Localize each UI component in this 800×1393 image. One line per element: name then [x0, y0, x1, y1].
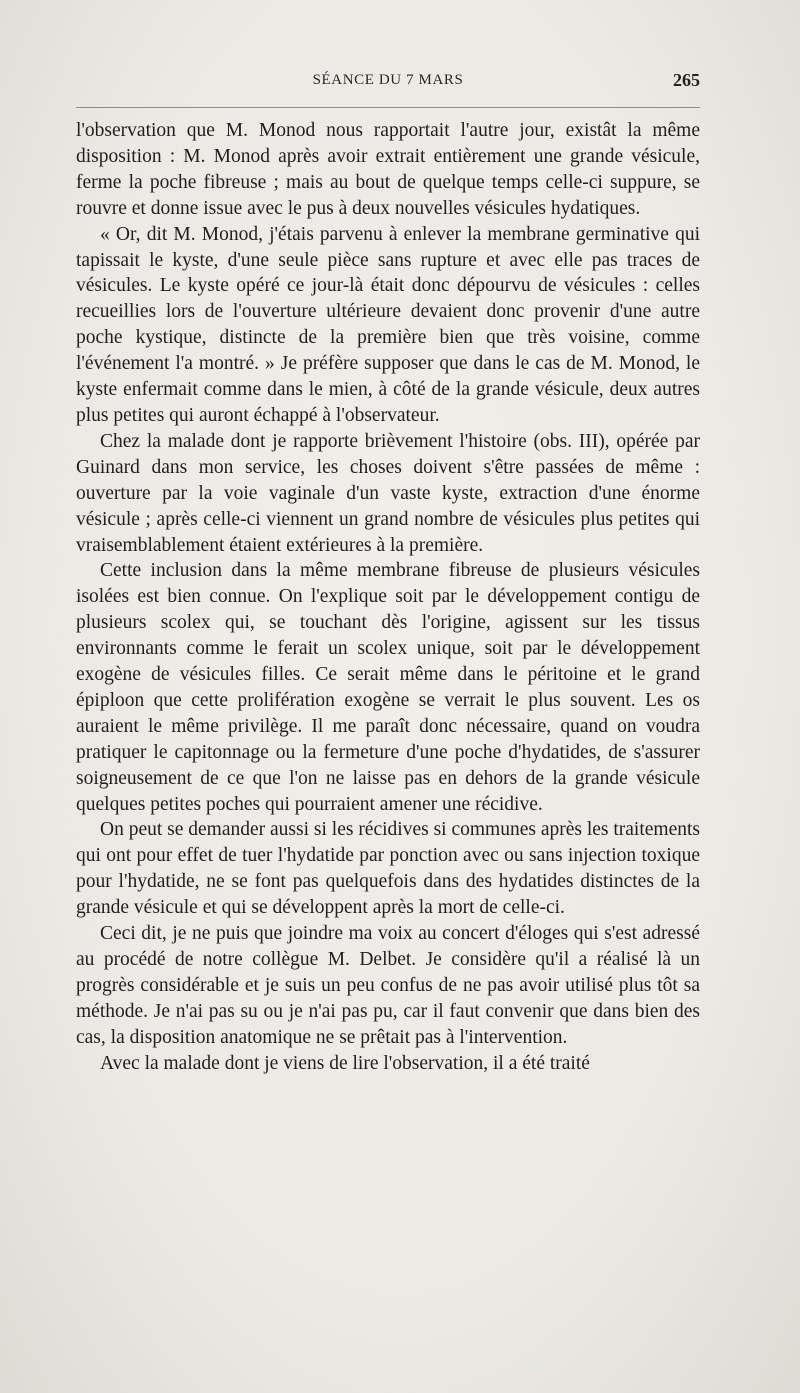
- running-header: [76, 70, 700, 100]
- paragraph: Avec la malade dont je viens de lire l'observation, il a été traité: [100, 1052, 590, 1074]
- page-number: 265: [673, 70, 700, 90]
- paragraph: On peut se demander aussi si les récidives si communes après les traitements qui ont pour effet de tuer l'hydatide par ponction avec ou sans injection toxique pour l'hydatide, ne se font pas quelquefois dans des hydatides distinctes de la grande vésicule et qui se développent après la mort de celle-ci.: [76, 819, 701, 919]
- paragraph: l'observation que M. Monod nous rapportait l'autre jour, existât la même disposition : M. Monod après avoir extrait entièrement une grande vésicule, ferme la poche fibreuse ; mais au bout de quelque temps celle-ci suppure, se rouvre et donne issue avec le pus à deux nouvelles vésicules hydatiques.: [76, 120, 700, 219]
- paragraph: « Or, dit M. Monod, j'étais parvenu à enlever la membrane germinative qui tapissait le kyste, d'une seule pièce sans rupture et avec elle pas traces de vésicules. Le kyste opéré ce jour-là était donc dépourvu de vésicules : celles recueillies lors de l'ouverture ultérieure devaient donc provenir d'une autre poche kystique, distincte de la première bien que très voisine, comme l'événement l'a montré. » Je préfère supposer que dans le cas de M. Monod, le kyste enfermait comme dans le mien, à côté de la grande vésicule, deux autres plus petites qui auront échappé à l'observateur.: [76, 223, 700, 426]
- paragraph: Chez la malade dont je rapporte brièvement l'histoire (obs. III), opérée par Guinard dans mon service, les choses doivent s'être passées de même : ouverture par la voie vaginale d'un vaste kyste, extraction d'une énorme vésicule ; après celle-ci viennent un grand nombre de vésicules plus petites qui vraisemblablement étaient extérieures à la première.: [76, 430, 700, 556]
- paragraph: Cette inclusion dans la même membrane fibreuse de plusieurs vésicules isolées est bien connue. On l'explique soit par le développement contigu de plusieurs scolex qui, se touchant dès l'origine, agissent sur les tissus environnants comme le ferait un scolex unique, soit par le développement exogène de vésicules filles. Ce serait même dans le péritoine et le grand épiploon que cette prolifération exogène se verrait le plus souvent. Les os auraient le même privilège. Il me paraît donc nécessaire, quand on voudra pratiquer le capitonnage ou la fermeture d'une poche d'hydatides, de s'assurer soigneusement de ce que l'on ne laisse pas en dehors de la grande vésicule quelques petites poches qui pourraient amener une récidive.: [76, 560, 700, 815]
- running-title: SÉANCE DU 7 MARS: [312, 72, 464, 88]
- paragraph: Ceci dit, je ne puis que joindre ma voix au concert d'éloges qui s'est adressé au procédé de notre collègue M. Delbet. Je considère qu'il a réalisé là un progrès considérable et je suis un peu confus de ne pas avoir utilisé plus tôt sa méthode. Je n'ai pas su ou je n'ai pas pu, car il faut convenir que dans bien des cas, la disposition anatomique ne se prêtait pas à l'intervention.: [76, 923, 700, 1048]
- header-rule: [76, 107, 700, 108]
- body-text: [76, 118, 700, 1077]
